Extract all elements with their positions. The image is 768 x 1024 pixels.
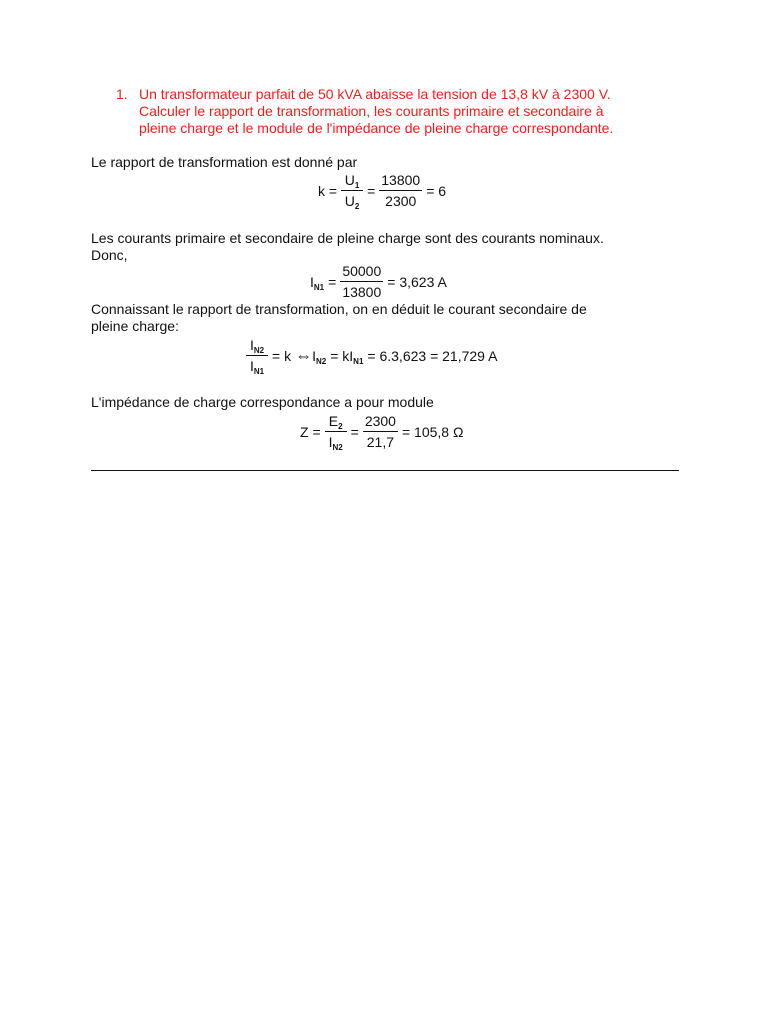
currents-intro-line-1: Les courants primaire et secondaire de pleine charge sont des courants nominaux.: [91, 230, 604, 246]
impedance-lhs: Z =: [300, 423, 321, 440]
question-line-2: Calculer le rapport de transformation, les courants primaire et secondaire à: [139, 103, 604, 119]
ratio-numerator-value: 13800: [379, 172, 422, 191]
impedance-numerator-symbolic: $E_2$: [325, 413, 347, 432]
impedance-equals: =: [350, 423, 359, 440]
secondary-intro-line-2: pleine charge:: [91, 318, 179, 334]
impedance-denominator-value: 21,7: [366, 434, 395, 450]
impedance-numerator-value: 2300: [363, 413, 398, 432]
currents-fraction: [340, 263, 383, 300]
question-number: 1.: [116, 86, 128, 102]
secondary-denominator: $I_{N1}$: [249, 358, 265, 376]
ratio-result: = 6: [426, 182, 447, 199]
currents-equation: [310, 263, 447, 300]
ratio-fraction-symbolic: [341, 172, 363, 209]
equivalence-arrow-icon: ⇔: [295, 345, 313, 365]
impedance-equation: [300, 413, 463, 450]
impedance-intro: L'impédance de charge correspondance a pour module: [91, 394, 434, 410]
impedance-denominator-symbolic: $I_{N2}$: [328, 434, 343, 452]
currents-denominator: 13800: [342, 284, 382, 300]
secondary-fraction: [246, 337, 268, 374]
secondary-numerator: $I_{N2}$: [246, 337, 268, 356]
question-line-1: Un transformateur parfait de 50 kVA abaisse la tension de 13,8 kV à 2300 V.: [139, 86, 611, 102]
secondary-equation: [246, 337, 497, 374]
currents-intro-line-2: Donc,: [91, 247, 128, 263]
ratio-lhs: k =: [318, 182, 338, 199]
ratio-denominator-symbolic: $U_2$: [344, 193, 360, 211]
currents-result: = 3,623 A: [387, 273, 447, 290]
section-divider: [91, 470, 679, 471]
secondary-intro-line-1: Connaissant le rapport de transformation, on en déduit le courant secondaire de: [91, 301, 587, 317]
secondary-current-term: $I_{N2}$: [312, 347, 327, 366]
secondary-mid-1: = k: [272, 347, 292, 364]
ratio-intro: Le rapport de transformation est donné par: [91, 154, 358, 170]
impedance-fraction-symbolic: [325, 413, 347, 450]
ratio-fraction-numeric: [379, 172, 422, 209]
ratio-numerator-symbolic: $U_1$: [341, 172, 363, 191]
ratio-equation: [318, 172, 446, 209]
currents-numerator: 50000: [340, 263, 383, 282]
secondary-result: = 6.3,623 = 21,729 A: [367, 347, 498, 364]
currents-lhs: $I_{N1}$: [310, 273, 325, 292]
impedance-fraction-numeric: [363, 413, 398, 450]
question-line-3: pleine charge et le module de l'impédance de pleine charge correspondante.: [139, 120, 614, 136]
impedance-result: = 105,8 Ω: [401, 423, 464, 440]
secondary-mid-2: = $kI_{N1}$: [330, 347, 364, 366]
ratio-denominator-value: 2300: [385, 193, 417, 209]
ratio-equals: =: [367, 182, 376, 199]
currents-equals: =: [328, 273, 337, 290]
